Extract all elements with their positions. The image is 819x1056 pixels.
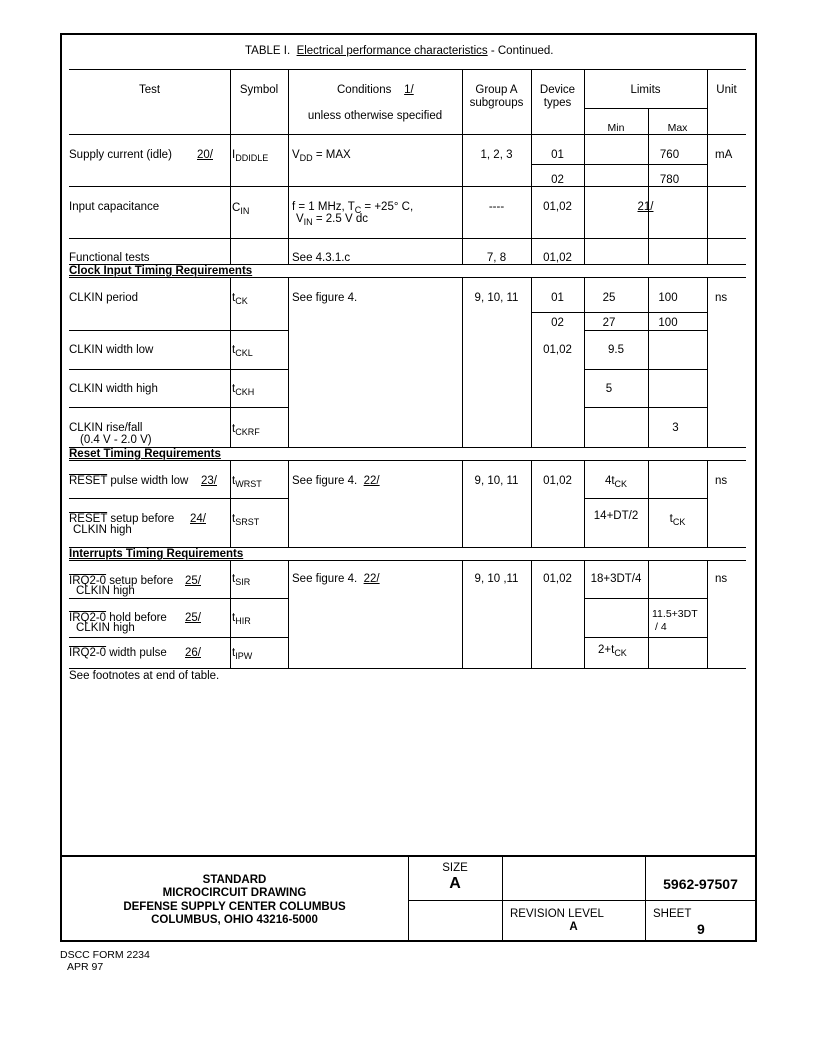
input-cap-test: Input capacitance	[69, 201, 160, 213]
header-min: Min	[607, 122, 625, 134]
clk-period-min-01: 25	[602, 292, 616, 304]
reset-unit: ns	[715, 475, 728, 487]
clk-rise-symbol: $t_{CKRF}$	[232, 423, 260, 437]
reset-pulse-note: 23/	[201, 475, 217, 487]
reset-setup-min: 14+DT/2	[593, 510, 639, 522]
table-title: TABLE I. Electrical performance characteristics - Continued.	[245, 45, 554, 57]
clk-unit: ns	[715, 292, 728, 304]
reset-dev: 01,02	[543, 475, 572, 487]
clk-rise-test: CLKIN rise/fall	[69, 422, 143, 434]
irq-setup-symbol: $t_{SIR}$	[232, 573, 251, 587]
input-cap-condition-1: f = 1 MHz, $T_C = +25^\circ$ C,	[292, 201, 414, 215]
clk-period-max-02: 100	[658, 317, 678, 329]
irq-hold-max-1: 11.5+3DT	[652, 608, 698, 620]
clk-low-symbol: $t_{CKL}$	[232, 344, 253, 358]
irq-hold-note: 25/	[185, 612, 201, 624]
input-cap-condition-2: $V_{IN} = 2.5$ V dc	[296, 213, 368, 227]
irq-hold-test-2: CLKIN high	[76, 622, 135, 634]
clk-period-max-01: 100	[658, 292, 678, 304]
clk-period-test: CLKIN period	[69, 292, 139, 304]
supply-condition: $V_{DD}$ = MAX	[292, 149, 351, 163]
revision-value: A	[569, 921, 578, 933]
supply-symbol: $I_{DDIDLE}$	[232, 149, 269, 163]
irq-hold-symbol: $t_{HIR}$	[232, 612, 251, 626]
irq-width-note: 26/	[185, 647, 201, 659]
clk-period-dev-01: 01	[551, 292, 564, 304]
supply-max-02: 780	[659, 174, 680, 186]
footer-standard: STANDARD	[202, 874, 267, 886]
doc-number: 5962-97507	[663, 876, 738, 892]
header-conditions-sub: unless otherwise specified	[307, 110, 443, 122]
header-types: types	[543, 97, 572, 109]
clk-period-symbol: $t_{CK}$	[232, 292, 248, 306]
sheet-label: SHEET	[653, 908, 692, 920]
revision-label: REVISION LEVEL	[510, 908, 604, 920]
footer-microcircuit: MICROCIRCUIT DRAWING	[162, 887, 307, 899]
supply-test: Supply current (idle)	[69, 149, 172, 161]
header-limits: Limits	[630, 84, 661, 96]
irq-setup-note: 25/	[185, 575, 201, 587]
clk-period-dev-02: 02	[551, 317, 564, 329]
size-label: SIZE	[442, 862, 468, 874]
clk-low-test: CLKIN width low	[69, 344, 154, 356]
supply-dev-01: 01	[551, 149, 564, 161]
form-number: DSCC FORM 2234	[60, 949, 150, 961]
reset-pulse-min: $4t_{CK}$	[604, 475, 628, 489]
header-symbol: Symbol	[239, 84, 279, 96]
irq-width-test: IRQ2-0 width pulse	[69, 647, 167, 659]
form-date: APR 97	[67, 961, 104, 973]
reset-condition: See figure 4. 22/	[292, 475, 380, 487]
functional-group: 7, 8	[486, 252, 507, 264]
irq-group: 9, 10 ,11	[474, 573, 519, 585]
header-max: Max	[667, 122, 688, 134]
header-device: Device	[539, 84, 576, 96]
header-subgroups: subgroups	[469, 97, 524, 109]
section-interrupts: Interrupts Timing Requirements	[69, 548, 244, 560]
irq-dev: 01,02	[543, 573, 572, 585]
input-cap-dev: 01,02	[543, 201, 572, 213]
input-cap-limit: 21/	[637, 201, 654, 213]
irq-unit: ns	[715, 573, 728, 585]
irq-setup-test-2: CLKIN high	[76, 585, 135, 597]
irq-hold-max-2: / 4	[655, 621, 667, 633]
sheet-value: 9	[697, 921, 705, 937]
section-clock: Clock Input Timing Requirements	[69, 265, 253, 277]
reset-setup-test: RESET setup before	[69, 513, 175, 525]
clk-low-dev: 01,02	[543, 344, 572, 356]
functional-dev: 01,02	[543, 252, 572, 264]
reset-setup-note: 24/	[190, 513, 206, 525]
reset-pulse-test: RESET pulse width low	[69, 475, 189, 487]
supply-group: 1, 2, 3	[480, 149, 513, 161]
supply-note: 20/	[197, 149, 213, 161]
clk-low-min: 9.5	[608, 344, 624, 356]
irq-setup-min: 18+3DT/4	[590, 573, 642, 585]
input-cap-symbol: $C_{IN}$	[232, 202, 250, 216]
supply-dev-02: 02	[551, 174, 564, 186]
clk-rise-test-range: (0.4 V - 2.0 V)	[80, 434, 152, 446]
clk-high-min: 5	[605, 383, 613, 395]
clk-high-symbol: $t_{CKH}$	[232, 383, 255, 397]
irq-condition: See figure 4. 22/	[292, 573, 380, 585]
reset-setup-symbol: $t_{SRST}$	[232, 513, 260, 527]
supply-max-01: 760	[659, 149, 680, 161]
functional-test: Functional tests	[69, 252, 150, 264]
clk-group: 9, 10, 11	[474, 292, 519, 304]
section-reset: Reset Timing Requirements	[69, 448, 221, 460]
reset-setup-test-2: CLKIN high	[73, 524, 132, 536]
functional-condition: See 4.3.1.c	[292, 252, 351, 264]
footer-dscc: DEFENSE SUPPLY CENTER COLUMBUS	[123, 901, 346, 913]
input-cap-group: ----	[488, 201, 505, 213]
irq-hold-test: IRQ2-0 hold before	[69, 612, 167, 624]
header-conditions: Conditions 1/	[337, 84, 414, 96]
clk-rise-max: 3	[672, 422, 679, 434]
reset-group: 9, 10, 11	[474, 475, 519, 487]
supply-unit: mA	[715, 149, 733, 161]
header-group-a: Group A	[475, 84, 518, 96]
clk-condition: See figure 4.	[292, 292, 358, 304]
clk-period-min-02: 27	[602, 317, 616, 329]
clk-high-test: CLKIN width high	[69, 383, 158, 395]
size-value: A	[449, 875, 461, 892]
footer-address: COLUMBUS, OHIO 43216-5000	[151, 914, 318, 926]
irq-width-min: $2+t_{CK}$	[598, 644, 627, 658]
reset-pulse-symbol: $t_{WRST}$	[232, 475, 262, 489]
irq-width-symbol: $t_{IPW}$	[232, 647, 253, 661]
irq-setup-test: IRQ2-0 setup before	[69, 575, 174, 587]
reset-setup-max: $t_{CK}$	[669, 513, 686, 527]
header-unit: Unit	[716, 84, 737, 96]
header-test: Test	[138, 84, 161, 96]
footnote: See footnotes at end of table.	[69, 670, 220, 682]
